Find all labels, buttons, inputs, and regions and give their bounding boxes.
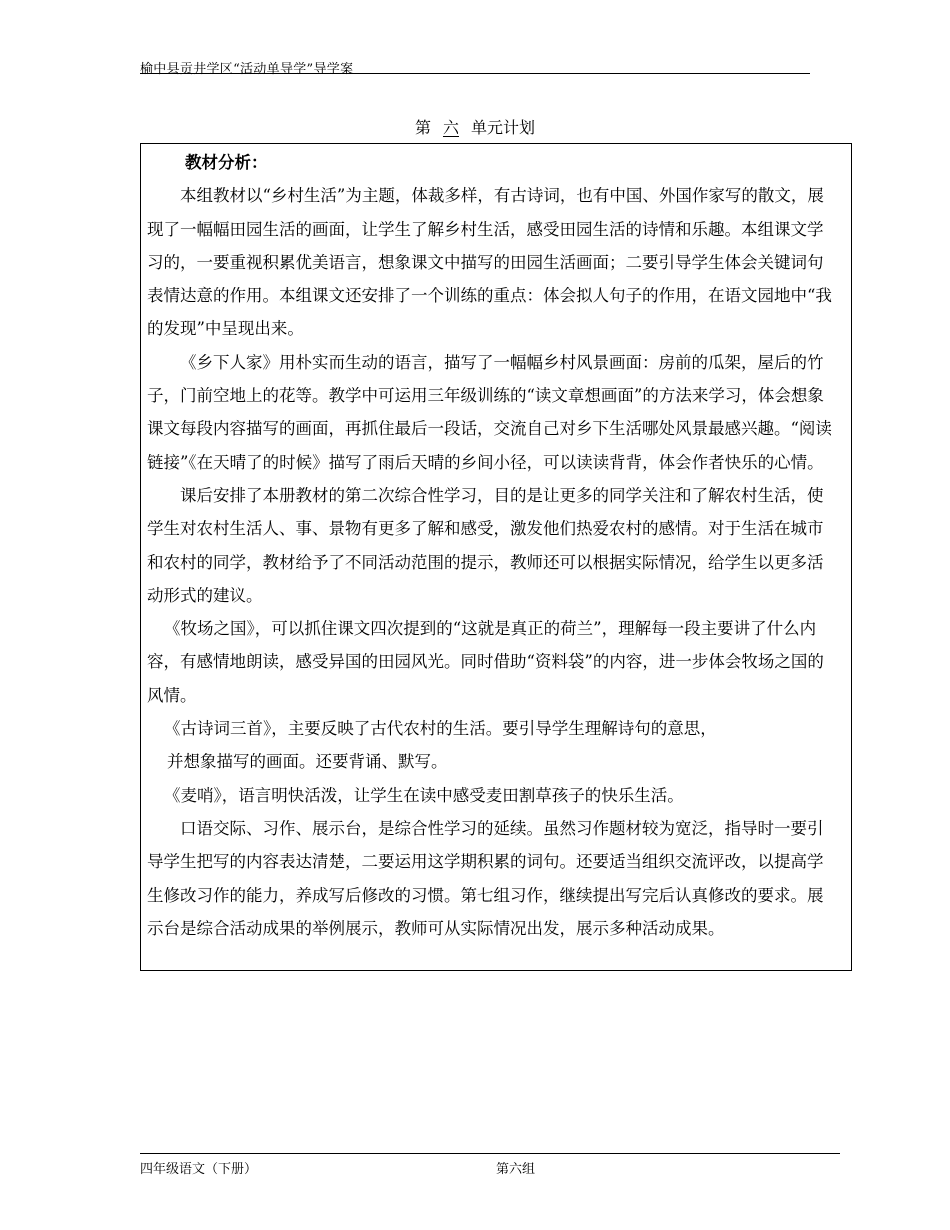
unit-number: 六 bbox=[442, 118, 459, 137]
title-suffix: 单元计划 bbox=[471, 118, 536, 137]
analysis-paragraph: 课后安排了本册教材的第二次综合性学习，目的是让更多的同学关注和了解农村生活，使学生对农村生活人、事、景物有更多了解和感受，激发他们热爱农村的感情。对于生活在城市和农村的同学，教材给予了不同活动范围的提示，教师还可以根据实际情况，给学生以更多活动形式的建议。 bbox=[147, 485, 824, 605]
analysis-paragraph: 《乡下人家》用朴实而生动的语言，描写了一幅幅乡村风景画面：房前的瓜架，屋后的竹子，门前空地上的花等。教学中可运用三年级训练的“读文章想画面”的方法来学习，体会想象课文每段内容描写的画面，再抓住最后一段话，交流自己对乡下生活哪处风景最感兴趣。“阅读链接”《在天晴了的时候》描写了雨后天晴的乡间小径，可以读读背背，体会作者快乐的心情。 bbox=[147, 352, 832, 472]
analysis-paragraph: 口语交际、习作、展示台，是综合性学习的延续。虽然习作题材较为宽泛，指导时一要引导学生把写的内容表达清楚，二要运用这学期积累的词句。还要适当组织交流评改，以提高学生修改习作的能力，养成写后修改的习惯。第七组习作，继续提出写完后认真修改的要求。展示台是综合活动成果的举例展示，教师可从实际情况出发，展示多种活动成果。 bbox=[147, 818, 824, 938]
analysis-paragraph: 《麦哨》，语言明快活泼，让学生在读中感受麦田割草孩子的快乐生活。 bbox=[164, 785, 684, 805]
section-label: 教材分析： bbox=[185, 153, 268, 172]
analysis-paragraph: 《牧场之国》，可以抓住课文四次提到的“这就是真正的荷兰”，理解每一段主要讲了什么内容，有感情地朗读，感受异国的田园风光。同时借助“资料袋”的内容，进一步体会牧场之国的风情。 bbox=[147, 619, 824, 705]
title-prefix: 第 bbox=[414, 118, 431, 137]
analysis-paragraph: 《古诗词三首》，主要反映了古代农村的生活。要引导学生理解诗句的意思， bbox=[164, 719, 717, 739]
analysis-paragraph: 并想象描写的画面。还要背诵、默写。 bbox=[167, 752, 448, 772]
page-title bbox=[0, 115, 950, 138]
footer-group: 第六组 bbox=[496, 1162, 536, 1177]
footer-grade: 四年级语文（下册） bbox=[140, 1162, 258, 1177]
header-divider bbox=[140, 73, 810, 74]
analysis-box bbox=[140, 143, 852, 971]
document-header: 榆中县贡井学区“活动单导学”导学案 bbox=[140, 62, 354, 77]
analysis-paragraph: 本组教材以“乡村生活”为主题，体裁多样，有古诗词，也有中国、外国作家写的散文，展现了一幅幅田园生活的画面，让学生了解乡村生活，感受田园生活的诗情和乐趣。本组课文学习的，一要重视积累优美语言，想象课文中描写的田园生活画面；二要引导学生体会关键词句表情达意的作用。本组课文还安排了一个训练的重点：体会拟人句子的作用，在语文园地中“我的发现”中呈现出来。 bbox=[147, 186, 832, 339]
footer-divider bbox=[140, 1153, 840, 1154]
